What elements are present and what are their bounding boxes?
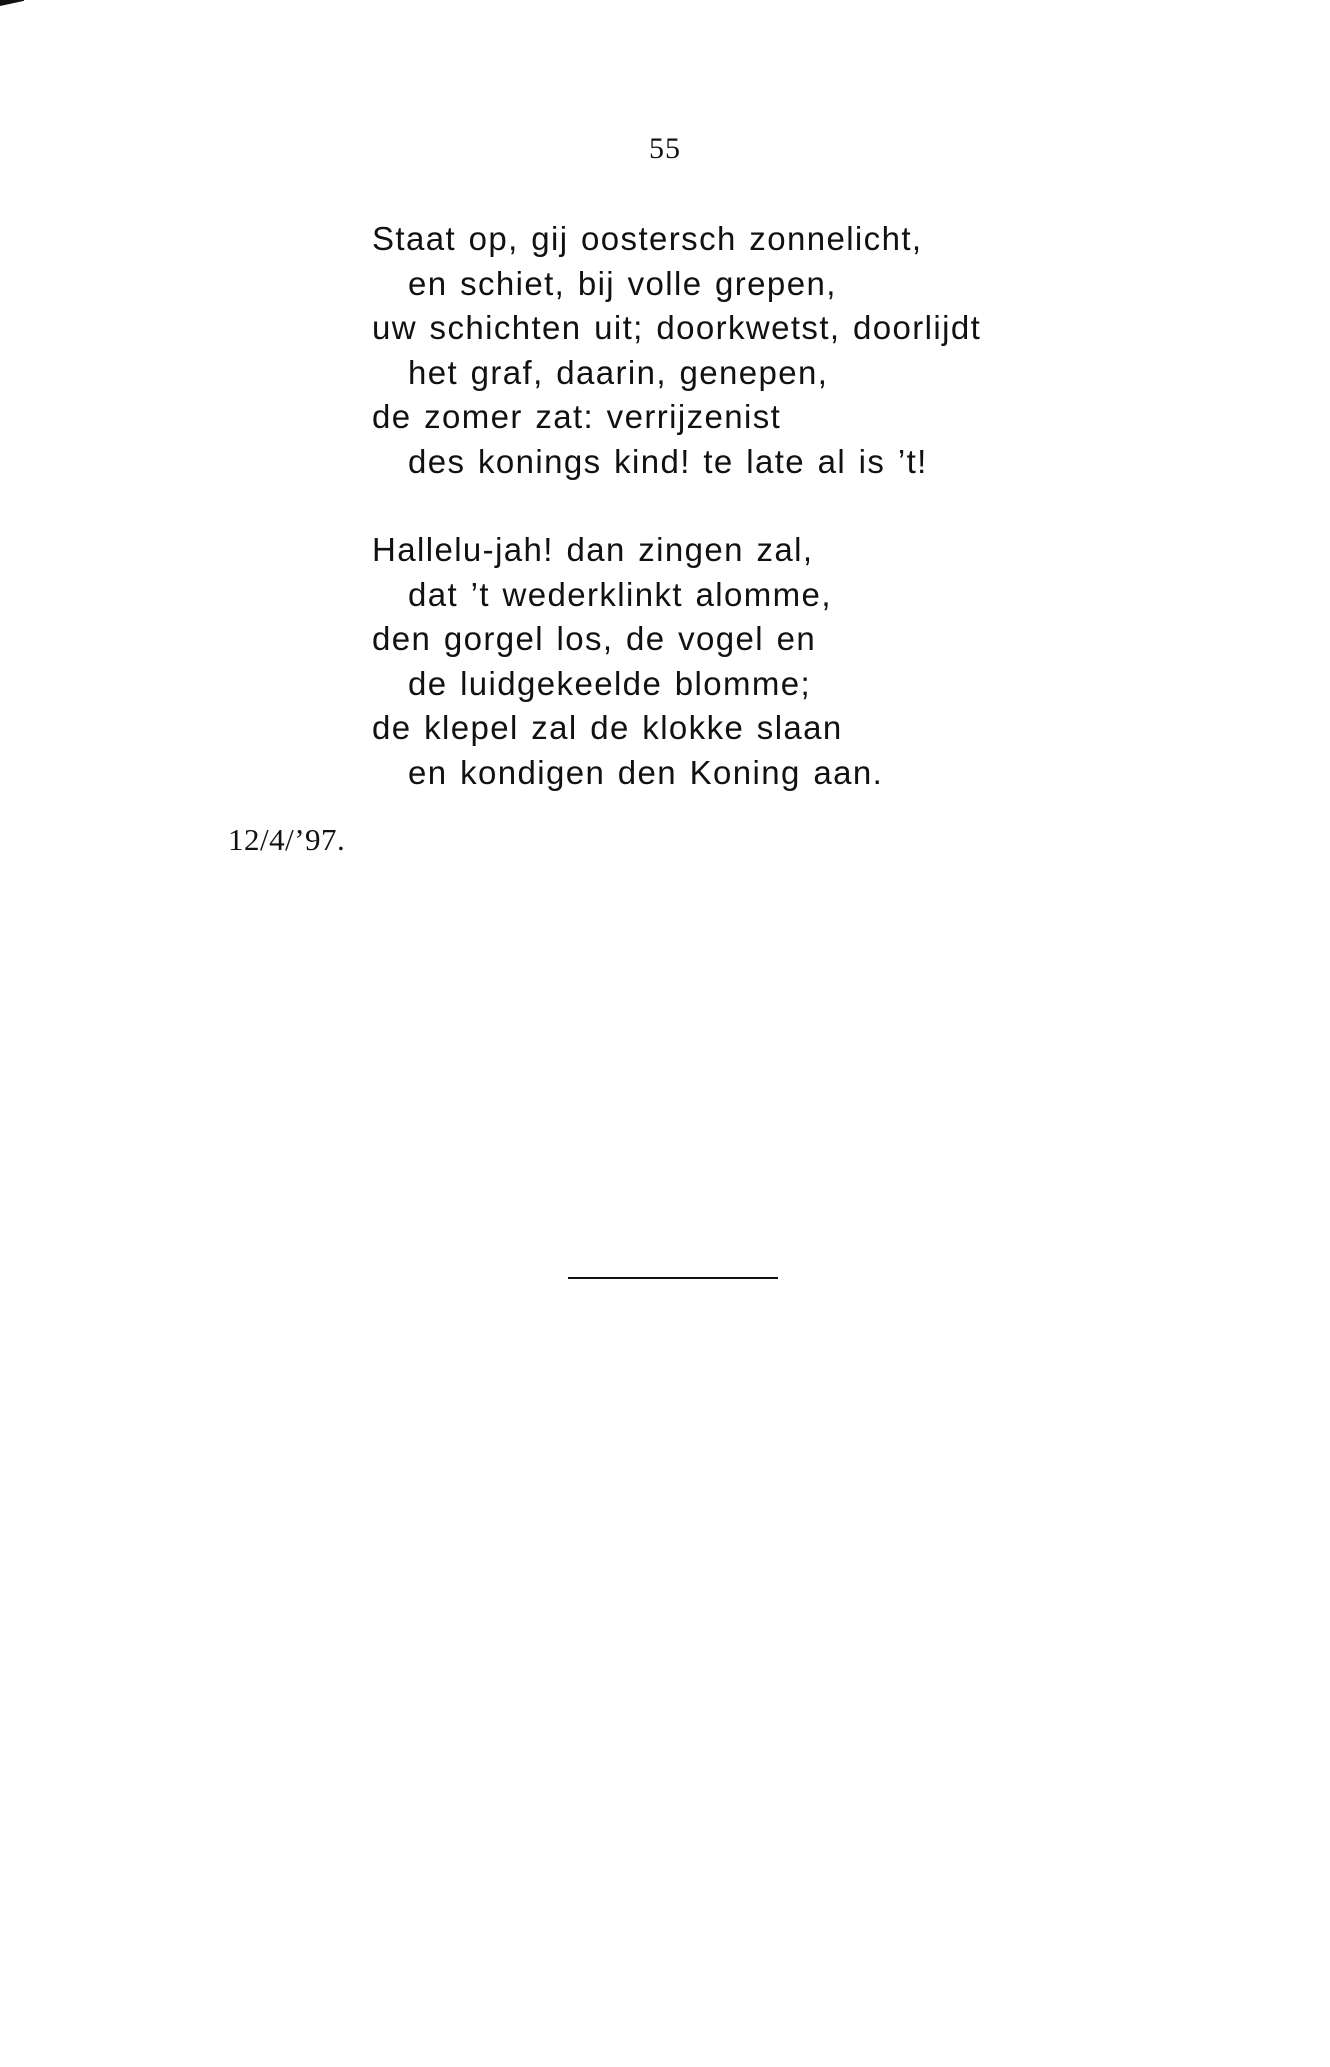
section-divider bbox=[568, 1277, 778, 1279]
verse-line: dat ’t wederklinkt alomme, bbox=[408, 575, 832, 613]
verse-line: uw schichten uit; doorkwetst, doorlijdt bbox=[372, 309, 982, 346]
verse-line: en kondigen den Koning aan. bbox=[408, 753, 884, 791]
stanza-1 bbox=[372, 217, 981, 484]
page-number: 55 bbox=[649, 132, 681, 165]
verse-line: de klepel zal de klokke slaan bbox=[372, 709, 843, 746]
verse-line: des konings kind! te late al is ’t! bbox=[408, 442, 928, 480]
scan-corner-mark bbox=[0, 0, 24, 6]
verse-line: Staat op, gij oostersch zonnelicht, bbox=[372, 220, 923, 257]
stanza-2 bbox=[372, 528, 883, 795]
verse-line: Hallelu-jah! dan zingen zal, bbox=[372, 531, 814, 568]
verse-line: de zomer zat: verrijzenist bbox=[372, 398, 782, 435]
verse-line: het graf, daarin, genepen, bbox=[408, 353, 829, 391]
verse-line: den gorgel los, de vogel en bbox=[372, 620, 817, 657]
verse-line: en schiet, bij volle grepen, bbox=[408, 264, 837, 302]
poem-date: 12/4/’97. bbox=[228, 822, 346, 857]
verse-line: de luidgekeelde blomme; bbox=[408, 664, 812, 702]
